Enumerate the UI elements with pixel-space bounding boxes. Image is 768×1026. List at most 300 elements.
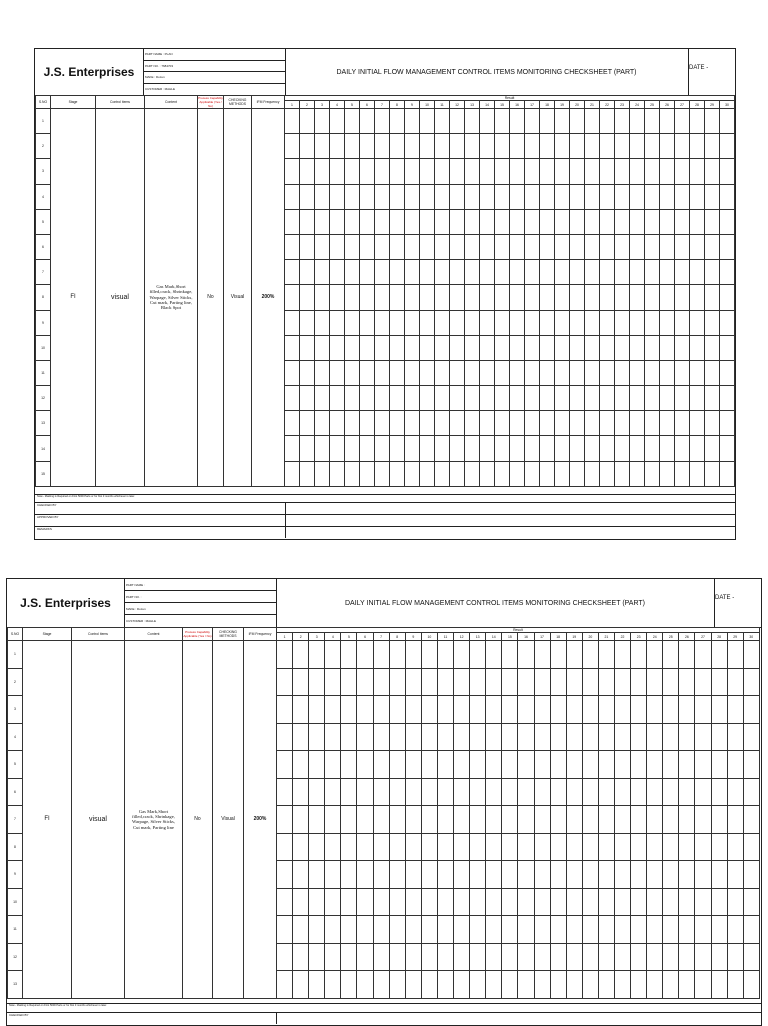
result-cell[interactable] (465, 234, 480, 259)
result-cell[interactable] (435, 335, 450, 360)
result-cell[interactable] (600, 360, 615, 385)
result-cell[interactable] (420, 184, 435, 209)
result-cell[interactable] (502, 916, 518, 944)
result-cell[interactable] (495, 209, 510, 234)
result-cell[interactable] (550, 668, 566, 696)
result-cell[interactable] (711, 971, 727, 999)
result-cell[interactable] (585, 360, 600, 385)
result-cell[interactable] (525, 134, 540, 159)
result-cell[interactable] (647, 833, 663, 861)
result-cell[interactable] (585, 461, 600, 486)
result-cell[interactable] (341, 861, 357, 889)
footer-entry-field[interactable] (277, 1013, 761, 1024)
result-cell[interactable] (480, 134, 495, 159)
result-cell[interactable] (705, 109, 720, 134)
result-cell[interactable] (555, 134, 570, 159)
result-cell[interactable] (615, 285, 630, 310)
result-cell[interactable] (570, 134, 585, 159)
result-cell[interactable] (437, 916, 453, 944)
result-cell[interactable] (470, 778, 486, 806)
result-cell[interactable] (647, 751, 663, 779)
result-cell[interactable] (566, 751, 582, 779)
result-cell[interactable] (330, 184, 345, 209)
result-cell[interactable] (341, 971, 357, 999)
result-cell[interactable] (345, 310, 360, 335)
result-cell[interactable] (705, 184, 720, 209)
result-cell[interactable] (277, 888, 293, 916)
result-cell[interactable] (495, 260, 510, 285)
result-cell[interactable] (534, 943, 550, 971)
result-cell[interactable] (330, 285, 345, 310)
result-cell[interactable] (600, 109, 615, 134)
result-cell[interactable] (743, 723, 759, 751)
result-cell[interactable] (341, 696, 357, 724)
result-cell[interactable] (660, 310, 675, 335)
result-cell[interactable] (315, 310, 330, 335)
result-cell[interactable] (435, 109, 450, 134)
result-cell[interactable] (315, 234, 330, 259)
result-cell[interactable] (720, 159, 735, 184)
result-cell[interactable] (357, 723, 373, 751)
result-cell[interactable] (360, 310, 375, 335)
result-cell[interactable] (631, 723, 647, 751)
result-cell[interactable] (470, 943, 486, 971)
result-cell[interactable] (555, 335, 570, 360)
result-cell[interactable] (405, 184, 420, 209)
result-cell[interactable] (647, 668, 663, 696)
result-cell[interactable] (373, 861, 389, 889)
result-cell[interactable] (373, 971, 389, 999)
result-cell[interactable] (357, 943, 373, 971)
result-cell[interactable] (502, 778, 518, 806)
result-cell[interactable] (695, 696, 711, 724)
result-cell[interactable] (525, 184, 540, 209)
result-cell[interactable] (450, 184, 465, 209)
result-cell[interactable] (720, 209, 735, 234)
result-cell[interactable] (720, 134, 735, 159)
result-cell[interactable] (647, 888, 663, 916)
result-cell[interactable] (360, 134, 375, 159)
result-cell[interactable] (293, 751, 309, 779)
result-cell[interactable] (695, 861, 711, 889)
result-cell[interactable] (373, 833, 389, 861)
result-cell[interactable] (566, 971, 582, 999)
result-cell[interactable] (566, 888, 582, 916)
result-cell[interactable] (720, 109, 735, 134)
result-cell[interactable] (675, 184, 690, 209)
result-cell[interactable] (450, 260, 465, 285)
result-cell[interactable] (309, 806, 325, 834)
result-cell[interactable] (357, 861, 373, 889)
result-cell[interactable] (720, 360, 735, 385)
result-cell[interactable] (437, 723, 453, 751)
result-cell[interactable] (550, 916, 566, 944)
result-cell[interactable] (675, 335, 690, 360)
result-cell[interactable] (486, 916, 502, 944)
result-cell[interactable] (502, 971, 518, 999)
result-cell[interactable] (373, 723, 389, 751)
result-cell[interactable] (525, 310, 540, 335)
result-cell[interactable] (330, 209, 345, 234)
result-cell[interactable] (711, 696, 727, 724)
result-cell[interactable] (600, 411, 615, 436)
result-cell[interactable] (690, 260, 705, 285)
result-cell[interactable] (727, 943, 743, 971)
result-cell[interactable] (598, 723, 614, 751)
result-cell[interactable] (663, 861, 679, 889)
result-cell[interactable] (341, 668, 357, 696)
result-cell[interactable] (675, 109, 690, 134)
result-cell[interactable] (480, 310, 495, 335)
result-cell[interactable] (300, 461, 315, 486)
result-cell[interactable] (518, 833, 534, 861)
result-cell[interactable] (614, 668, 630, 696)
result-cell[interactable] (277, 696, 293, 724)
result-cell[interactable] (630, 436, 645, 461)
result-cell[interactable] (405, 943, 421, 971)
result-cell[interactable] (389, 723, 405, 751)
result-cell[interactable] (325, 833, 341, 861)
result-cell[interactable] (518, 668, 534, 696)
result-cell[interactable] (630, 386, 645, 411)
result-cell[interactable] (614, 833, 630, 861)
result-cell[interactable] (300, 335, 315, 360)
result-cell[interactable] (663, 696, 679, 724)
result-cell[interactable] (435, 411, 450, 436)
result-cell[interactable] (660, 209, 675, 234)
result-cell[interactable] (570, 411, 585, 436)
result-cell[interactable] (690, 209, 705, 234)
result-cell[interactable] (360, 461, 375, 486)
result-cell[interactable] (566, 833, 582, 861)
result-cell[interactable] (510, 436, 525, 461)
result-cell[interactable] (555, 234, 570, 259)
result-cell[interactable] (534, 668, 550, 696)
result-cell[interactable] (631, 833, 647, 861)
result-cell[interactable] (375, 386, 390, 411)
result-cell[interactable] (679, 833, 695, 861)
result-cell[interactable] (345, 335, 360, 360)
result-cell[interactable] (540, 310, 555, 335)
result-cell[interactable] (470, 751, 486, 779)
result-cell[interactable] (690, 436, 705, 461)
result-cell[interactable] (663, 778, 679, 806)
result-cell[interactable] (330, 360, 345, 385)
result-cell[interactable] (711, 943, 727, 971)
result-cell[interactable] (675, 360, 690, 385)
result-cell[interactable] (555, 285, 570, 310)
result-cell[interactable] (743, 806, 759, 834)
result-cell[interactable] (690, 134, 705, 159)
result-cell[interactable] (470, 916, 486, 944)
result-cell[interactable] (357, 641, 373, 669)
result-cell[interactable] (534, 696, 550, 724)
result-cell[interactable] (660, 335, 675, 360)
result-cell[interactable] (550, 888, 566, 916)
result-cell[interactable] (675, 461, 690, 486)
result-cell[interactable] (293, 971, 309, 999)
result-cell[interactable] (486, 778, 502, 806)
result-cell[interactable] (277, 778, 293, 806)
result-cell[interactable] (341, 833, 357, 861)
result-cell[interactable] (421, 971, 437, 999)
result-cell[interactable] (615, 134, 630, 159)
result-cell[interactable] (373, 943, 389, 971)
result-cell[interactable] (518, 641, 534, 669)
result-cell[interactable] (570, 184, 585, 209)
result-cell[interactable] (285, 234, 300, 259)
result-cell[interactable] (421, 696, 437, 724)
result-cell[interactable] (695, 943, 711, 971)
result-cell[interactable] (300, 360, 315, 385)
result-cell[interactable] (614, 641, 630, 669)
result-cell[interactable] (293, 668, 309, 696)
result-cell[interactable] (631, 778, 647, 806)
result-cell[interactable] (663, 888, 679, 916)
result-cell[interactable] (600, 260, 615, 285)
result-cell[interactable] (647, 943, 663, 971)
result-cell[interactable] (743, 916, 759, 944)
result-cell[interactable] (315, 436, 330, 461)
result-cell[interactable] (630, 109, 645, 134)
result-cell[interactable] (570, 234, 585, 259)
result-cell[interactable] (285, 461, 300, 486)
result-cell[interactable] (743, 668, 759, 696)
result-cell[interactable] (600, 461, 615, 486)
result-cell[interactable] (437, 971, 453, 999)
result-cell[interactable] (437, 943, 453, 971)
result-cell[interactable] (720, 260, 735, 285)
result-cell[interactable] (285, 260, 300, 285)
result-cell[interactable] (309, 668, 325, 696)
result-cell[interactable] (420, 134, 435, 159)
result-cell[interactable] (510, 209, 525, 234)
result-cell[interactable] (534, 806, 550, 834)
result-cell[interactable] (454, 888, 470, 916)
result-cell[interactable] (309, 723, 325, 751)
result-cell[interactable] (570, 386, 585, 411)
result-cell[interactable] (540, 461, 555, 486)
result-cell[interactable] (534, 833, 550, 861)
result-cell[interactable] (389, 806, 405, 834)
result-cell[interactable] (660, 461, 675, 486)
result-cell[interactable] (315, 109, 330, 134)
result-cell[interactable] (390, 134, 405, 159)
result-cell[interactable] (518, 696, 534, 724)
result-cell[interactable] (405, 209, 420, 234)
result-cell[interactable] (510, 285, 525, 310)
result-cell[interactable] (375, 310, 390, 335)
result-cell[interactable] (585, 209, 600, 234)
result-cell[interactable] (389, 641, 405, 669)
result-cell[interactable] (277, 806, 293, 834)
result-cell[interactable] (437, 888, 453, 916)
result-cell[interactable] (550, 833, 566, 861)
result-cell[interactable] (550, 696, 566, 724)
result-cell[interactable] (277, 723, 293, 751)
result-cell[interactable] (486, 888, 502, 916)
result-cell[interactable] (454, 971, 470, 999)
result-cell[interactable] (566, 696, 582, 724)
result-cell[interactable] (630, 461, 645, 486)
result-cell[interactable] (615, 184, 630, 209)
result-cell[interactable] (585, 134, 600, 159)
result-cell[interactable] (325, 888, 341, 916)
result-cell[interactable] (437, 778, 453, 806)
result-cell[interactable] (566, 668, 582, 696)
result-cell[interactable] (660, 386, 675, 411)
result-cell[interactable] (375, 260, 390, 285)
result-cell[interactable] (341, 806, 357, 834)
result-cell[interactable] (679, 888, 695, 916)
result-cell[interactable] (293, 806, 309, 834)
result-cell[interactable] (660, 360, 675, 385)
result-cell[interactable] (525, 109, 540, 134)
result-cell[interactable] (631, 888, 647, 916)
result-cell[interactable] (421, 833, 437, 861)
result-cell[interactable] (630, 360, 645, 385)
result-cell[interactable] (600, 310, 615, 335)
result-cell[interactable] (598, 641, 614, 669)
result-cell[interactable] (663, 833, 679, 861)
result-cell[interactable] (540, 234, 555, 259)
result-cell[interactable] (690, 335, 705, 360)
result-cell[interactable] (300, 411, 315, 436)
result-cell[interactable] (315, 159, 330, 184)
result-cell[interactable] (285, 134, 300, 159)
result-cell[interactable] (540, 436, 555, 461)
result-cell[interactable] (727, 696, 743, 724)
result-cell[interactable] (480, 461, 495, 486)
result-cell[interactable] (357, 888, 373, 916)
result-cell[interactable] (600, 234, 615, 259)
result-cell[interactable] (360, 209, 375, 234)
result-cell[interactable] (465, 386, 480, 411)
result-cell[interactable] (555, 436, 570, 461)
result-cell[interactable] (695, 723, 711, 751)
result-cell[interactable] (615, 159, 630, 184)
result-cell[interactable] (630, 310, 645, 335)
result-cell[interactable] (518, 916, 534, 944)
result-cell[interactable] (582, 696, 598, 724)
result-cell[interactable] (435, 184, 450, 209)
result-cell[interactable] (420, 260, 435, 285)
result-cell[interactable] (486, 723, 502, 751)
result-cell[interactable] (540, 360, 555, 385)
result-cell[interactable] (727, 833, 743, 861)
result-cell[interactable] (534, 861, 550, 889)
result-cell[interactable] (582, 888, 598, 916)
result-cell[interactable] (450, 285, 465, 310)
result-cell[interactable] (615, 335, 630, 360)
result-cell[interactable] (630, 285, 645, 310)
result-cell[interactable] (705, 386, 720, 411)
result-cell[interactable] (705, 310, 720, 335)
result-cell[interactable] (486, 751, 502, 779)
result-cell[interactable] (421, 806, 437, 834)
result-cell[interactable] (357, 971, 373, 999)
result-cell[interactable] (675, 310, 690, 335)
result-cell[interactable] (555, 310, 570, 335)
result-cell[interactable] (720, 285, 735, 310)
result-cell[interactable] (660, 159, 675, 184)
result-cell[interactable] (631, 916, 647, 944)
result-cell[interactable] (631, 971, 647, 999)
result-cell[interactable] (598, 916, 614, 944)
result-cell[interactable] (540, 285, 555, 310)
result-cell[interactable] (585, 234, 600, 259)
result-cell[interactable] (695, 806, 711, 834)
result-cell[interactable] (502, 696, 518, 724)
result-cell[interactable] (277, 833, 293, 861)
result-cell[interactable] (421, 888, 437, 916)
result-cell[interactable] (345, 436, 360, 461)
result-cell[interactable] (550, 778, 566, 806)
result-cell[interactable] (405, 806, 421, 834)
result-cell[interactable] (300, 260, 315, 285)
result-cell[interactable] (540, 386, 555, 411)
result-cell[interactable] (679, 943, 695, 971)
result-cell[interactable] (570, 436, 585, 461)
result-cell[interactable] (450, 159, 465, 184)
result-cell[interactable] (600, 134, 615, 159)
result-cell[interactable] (690, 234, 705, 259)
result-cell[interactable] (435, 386, 450, 411)
result-cell[interactable] (614, 888, 630, 916)
result-cell[interactable] (705, 411, 720, 436)
result-cell[interactable] (405, 386, 420, 411)
result-cell[interactable] (614, 806, 630, 834)
result-cell[interactable] (315, 285, 330, 310)
result-cell[interactable] (390, 109, 405, 134)
result-cell[interactable] (550, 723, 566, 751)
result-cell[interactable] (390, 360, 405, 385)
result-cell[interactable] (631, 751, 647, 779)
result-cell[interactable] (421, 778, 437, 806)
result-cell[interactable] (711, 916, 727, 944)
result-cell[interactable] (465, 461, 480, 486)
result-cell[interactable] (495, 159, 510, 184)
result-cell[interactable] (315, 209, 330, 234)
result-cell[interactable] (525, 411, 540, 436)
result-cell[interactable] (330, 134, 345, 159)
result-cell[interactable] (582, 641, 598, 669)
result-cell[interactable] (645, 386, 660, 411)
result-cell[interactable] (510, 109, 525, 134)
result-cell[interactable] (510, 159, 525, 184)
result-cell[interactable] (600, 209, 615, 234)
result-cell[interactable] (345, 184, 360, 209)
result-cell[interactable] (502, 861, 518, 889)
result-cell[interactable] (540, 260, 555, 285)
result-cell[interactable] (727, 641, 743, 669)
result-cell[interactable] (705, 234, 720, 259)
footer-entry-field[interactable] (286, 527, 735, 538)
result-cell[interactable] (470, 641, 486, 669)
result-cell[interactable] (373, 888, 389, 916)
result-cell[interactable] (645, 436, 660, 461)
result-cell[interactable] (614, 943, 630, 971)
result-cell[interactable] (405, 461, 420, 486)
result-cell[interactable] (614, 751, 630, 779)
result-cell[interactable] (585, 109, 600, 134)
result-cell[interactable] (360, 411, 375, 436)
result-cell[interactable] (525, 436, 540, 461)
result-cell[interactable] (695, 971, 711, 999)
result-cell[interactable] (647, 696, 663, 724)
result-cell[interactable] (293, 833, 309, 861)
result-cell[interactable] (450, 411, 465, 436)
